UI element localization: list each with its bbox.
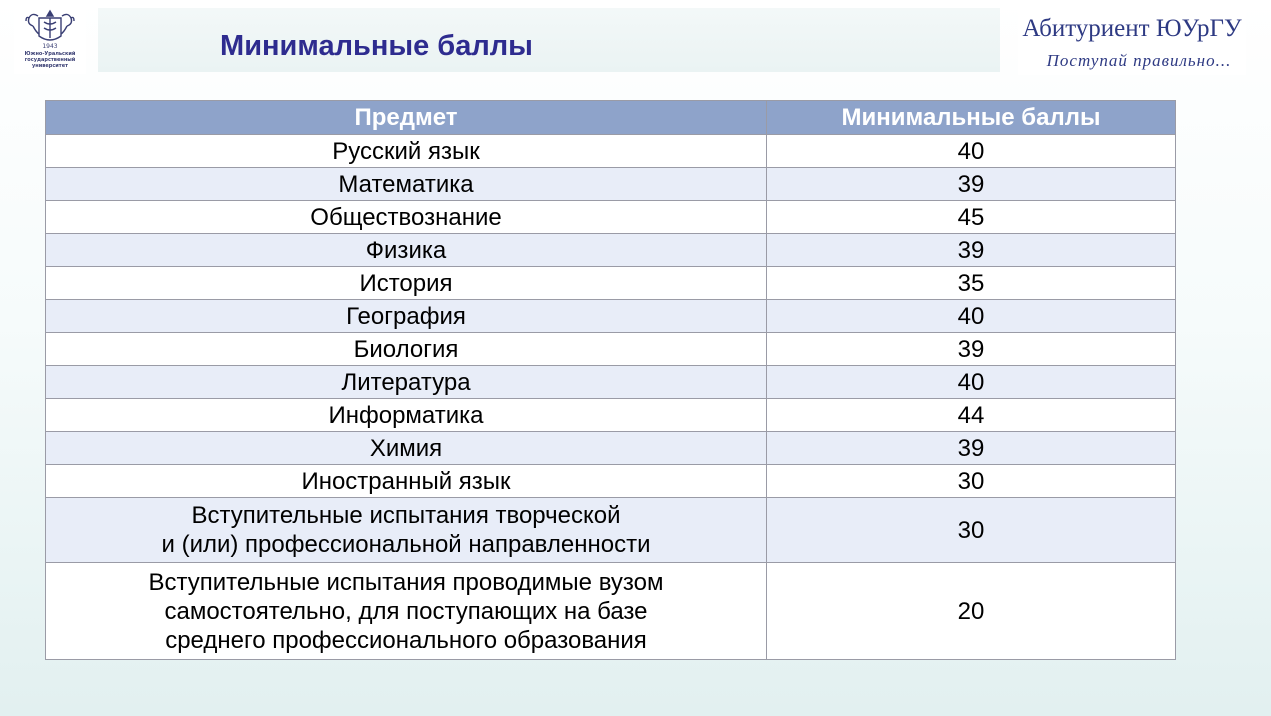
subject-text: Биология — [353, 335, 459, 363]
subject-text: Информатика — [328, 401, 484, 429]
subject-cell — [46, 498, 767, 563]
subject-text: среднего профессионального образования — [165, 626, 647, 654]
table-row — [46, 135, 1176, 168]
table-row — [46, 432, 1176, 465]
page-title: Минимальные баллы — [220, 30, 533, 62]
subject-text: и (или) профессиональной направленности — [161, 531, 651, 558]
university-logo — [14, 6, 86, 74]
subject-text: Вступительные испытания творческой — [191, 502, 621, 529]
table-row — [46, 399, 1176, 432]
score-cell: 39 — [767, 432, 1176, 465]
table-row — [46, 366, 1176, 399]
subject-cell — [46, 366, 767, 399]
subject-text: География — [346, 302, 466, 330]
score-cell: 45 — [767, 201, 1176, 234]
scores-table — [45, 100, 1176, 660]
subject-text: Русский язык — [332, 137, 480, 165]
table-row — [46, 300, 1176, 333]
brand-slogan: Поступай правильно... — [1046, 51, 1232, 70]
subject-cell — [46, 300, 767, 333]
table-row — [46, 168, 1176, 201]
table-row — [46, 465, 1176, 498]
score-cell: 20 — [767, 563, 1176, 660]
score-cell: 39 — [767, 234, 1176, 267]
subject-cell — [46, 333, 767, 366]
table-row — [46, 498, 1176, 563]
subject-cell — [46, 168, 767, 201]
table-row — [46, 333, 1176, 366]
subject-cell — [46, 201, 767, 234]
logo-caption-line: университет — [31, 63, 68, 69]
brand-logo — [1018, 7, 1246, 75]
emblem-icon — [24, 8, 76, 50]
subject-text: История — [359, 269, 453, 297]
header-min-score: Минимальные баллы — [767, 101, 1176, 135]
score-cell: 35 — [767, 267, 1176, 300]
subject-text: Иностранный язык — [301, 467, 511, 495]
subject-cell — [46, 399, 767, 432]
subject-text: Физика — [365, 236, 447, 264]
subject-text: Математика — [338, 170, 474, 198]
subject-text: Обществознание — [310, 203, 502, 231]
logo-caption-line: Южно-Уральский — [24, 51, 76, 57]
subject-cell — [46, 135, 767, 168]
logo-caption — [14, 51, 86, 69]
score-cell: 40 — [767, 366, 1176, 399]
subject-cell — [46, 267, 767, 300]
table-row — [46, 201, 1176, 234]
subject-text: Литература — [341, 368, 471, 396]
score-cell: 44 — [767, 399, 1176, 432]
subject-text: самостоятельно, для поступающих на базе — [164, 597, 648, 625]
brand-name: Абитуриент ЮУрГУ — [1022, 15, 1242, 42]
table-row — [46, 563, 1176, 660]
score-cell: 39 — [767, 168, 1176, 201]
score-cell: 40 — [767, 300, 1176, 333]
subject-text: Вступительные испытания проводимые вузом — [148, 568, 664, 596]
subject-cell — [46, 465, 767, 498]
score-cell: 40 — [767, 135, 1176, 168]
logo-caption-line: государственный — [24, 57, 76, 63]
table-header-row — [46, 101, 1176, 135]
score-cell: 30 — [767, 498, 1176, 563]
header-subject: Предмет — [46, 101, 767, 135]
table-row — [46, 267, 1176, 300]
subject-cell — [46, 432, 767, 465]
score-cell: 39 — [767, 333, 1176, 366]
subject-text: Химия — [369, 434, 443, 462]
subject-cell — [46, 563, 767, 660]
logo-year: 1943 — [42, 43, 58, 50]
table-row — [46, 234, 1176, 267]
score-cell: 30 — [767, 465, 1176, 498]
subject-cell — [46, 234, 767, 267]
